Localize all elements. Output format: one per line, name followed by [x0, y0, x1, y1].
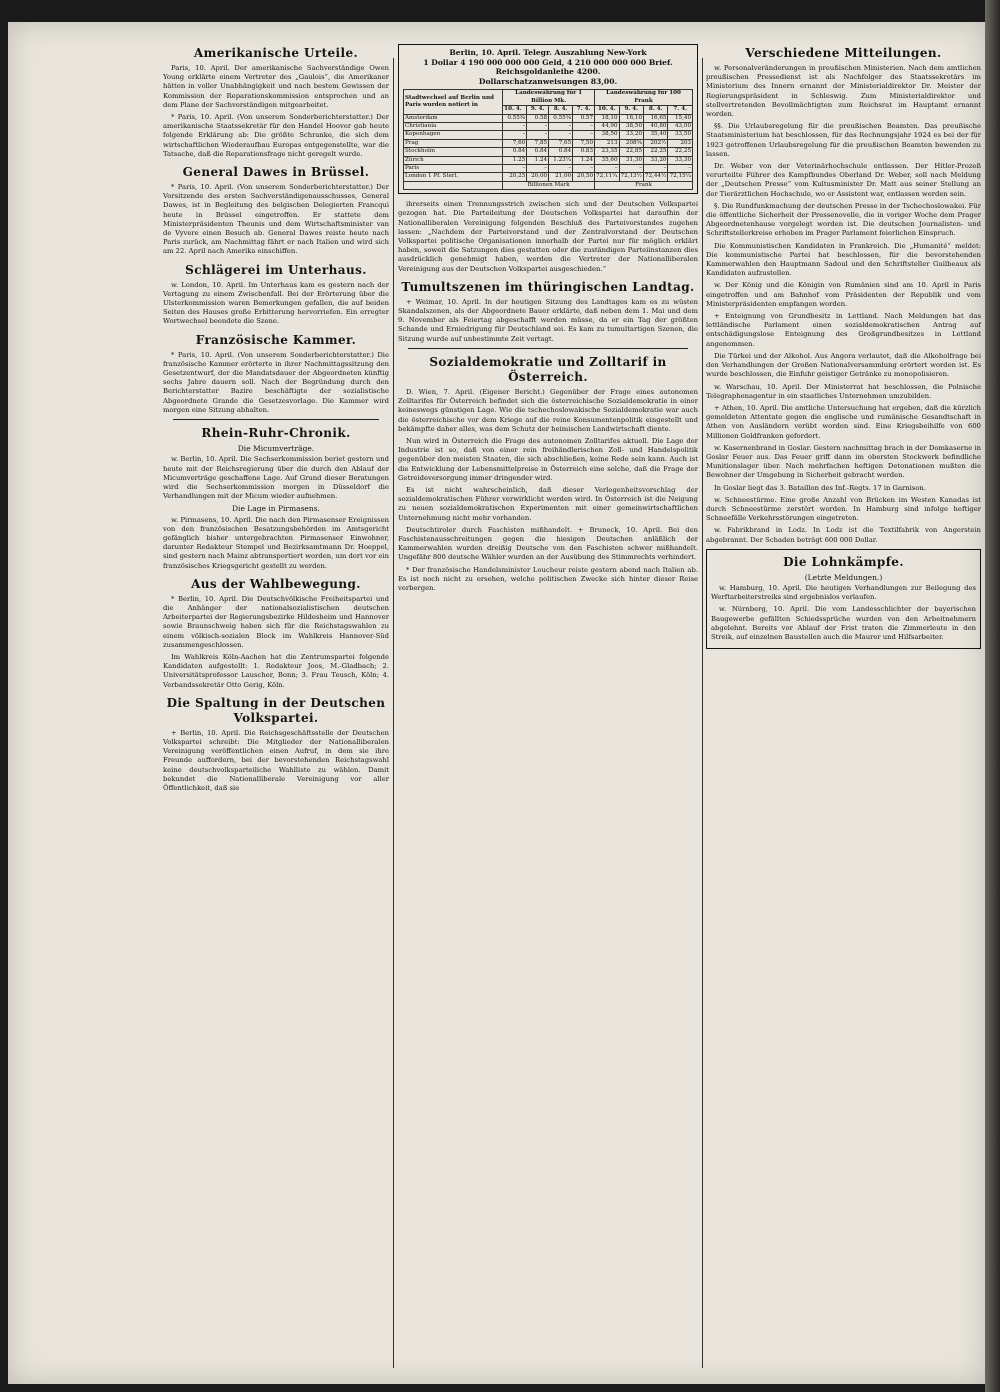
table-cell: 15,40	[668, 114, 693, 122]
paragraph: In Goslar liegt das 3. Bataillon des Inf.-Regts. 17 in Garnison.	[714, 483, 926, 492]
table-row	[404, 148, 693, 156]
table-cell: 213	[595, 139, 619, 147]
table-cell: –	[644, 165, 668, 173]
table-cell: –	[573, 131, 595, 139]
paragraph: D. Wien, 7. April. (Eigener Bericht.) Gegenüber der Frage eines autonomen Zolltarifes für Österreich befindet sich die österreichische Sozialdemokratie in einer keineswegs günstigen Lage. Wie die tschechoslowakische Sozialdemokratie war auch die österreichische vor dem Kriege auf die reine Konsumentenpolitik eingestellt und bekämpfte daher alles, was dem Schutz der heimischen Landwirtschaft diente.	[398, 387, 698, 433]
paragraph: + Berlin, 10. April. Die Reichsgeschäftsstelle der Deutschen Volkspartei schreibt: Die Mitglieder der Nationalliberalen Vereinigung veröffentlichen einen Aufruf, in dem sie ihre Freunde auffordern, bei der bevorstehenden Reichstagswahl keine deutschvolksparteiliche Wahlliste zu wählen. Damit bekundet die Nationalliberale Vereinigung vor aller Öffentlichkeit, daß sie	[163, 728, 389, 792]
table-cell: 72,44½	[645, 173, 667, 180]
paragraph: * Der französische Handelsminister Loucheur reiste gestern abend nach Italien ab. Es ist noch nicht zu ersehen, welche politischen Zwecke sich hinter dieser Reise verbergen.	[398, 565, 698, 592]
paragraph: w. Berlin, 10. April. Die Sechserkommission beriet gestern und heute mit der Reichsregierung über die durch den Ablauf der Micumverträge geschaffene Lage. Auf Grund dieser Beratungen wird die Sechserkommission morgen in Düsseldorf die Verhandlungen mit der Micum wieder aufnehmen.	[163, 455, 389, 501]
rates-heading: Dollarschatzanweisungen 83,00.	[478, 76, 618, 86]
table-cell: 1.25	[503, 156, 527, 164]
table-cell: 22,85	[619, 148, 643, 156]
table-cell: 202½	[644, 139, 668, 147]
column-rule	[393, 58, 394, 1368]
paragraph: Nun wird in Österreich die Frage des autonomen Zolltarifes aktuell. Die Lage der Industrie ist so, daß von einer rein freihändlerischen Zoll- und Handelspolitik gegenüber den meisten Staaten, die sich abschließen, keine Rede sein kann. Auch ist die Entwicklung der Lebensmittelpreise in Österreich eine solche, daß die Frage der Getreideversorgung immer dringender wird.	[398, 436, 698, 482]
rates-heading: Berlin, 10. April. Telegr. Auszahlung New-York	[449, 48, 647, 57]
table-cell: 0.83	[573, 148, 595, 156]
date-header: 9. 4.	[527, 106, 549, 114]
table-cell: –	[619, 165, 643, 173]
table-cell: 0.55⅜	[549, 114, 573, 122]
table-cell: –	[668, 165, 693, 173]
table-cell: Christiania	[404, 123, 503, 131]
table-cell: 20,00	[527, 173, 549, 181]
paragraph: Dr. Weber von der Veterinärhochschule entlassen. Der Hitler-Prozeß verurteilte Führer des Kampfbundes Oberland Dr. Weber, soll nach Meldung der „Deutschen Presse“ vom Kultusminister Dr. Matt aus seiner Stellung an der Tierärztlichen Hochschule, wo er Assistent war, entlassen werden sein.	[706, 162, 981, 198]
table-cell: 22,25	[668, 148, 693, 156]
headline: Aus der Wahlbewegung.	[191, 576, 361, 591]
paragraph: Die Türkei und der Alkohol. Aus Angora verlautet, daß die Alkoholfrage bei den Verhandlungen der Großen Nationalversammlung erörtert worden ist. Es wurde beschlossen, die Einfuhr geistiger Getränke zu monopolisieren.	[706, 351, 981, 379]
table-cell: 1.23¼	[549, 156, 573, 164]
table-cell: Zürich	[404, 156, 503, 164]
paragraph: w. Fabrikbrand in Lodz. In Lodz ist die Textilfabrik von Angerstein abgebrannt. Der Schaden beträgt 600 000 Dollar.	[706, 526, 981, 544]
date-header: 10. 4.	[503, 106, 527, 114]
divider	[173, 419, 379, 420]
paragraph: * Paris, 10. April. (Von unserem Sonderberichterstatter.) Die französische Kammer erörterte in ihrer Nachmittagssitzung den Gesetzentwurf, der die Mandatsdauer der Abgeordneten künftig sechs Jahre dauern soll. Nach der Begründung durch den Berichterstatter Bazire beschäftigte der sozialistische Abgeordnete Grande die Gesetzesvorlage. Die Kammer wird morgen eine Sitzung abhalten.	[163, 350, 389, 414]
headline: Tumultszenen im thüringischen Landtag.	[401, 279, 695, 294]
table-cell: –	[503, 131, 527, 139]
table-cell: 0.58	[527, 114, 549, 122]
headline: Sozialdemokratie und Zolltarif in Österreich.	[429, 354, 667, 384]
headline: Die Spaltung in der Deutschen Volkspartei.	[166, 695, 386, 725]
paragraph: §. Die Rundfunkmachung der deutschen Presse in der Tschechoslowakei. Für die öffentliche Sicherheit der Pressenovelle, die in voriger Woche dem Prager Abgeordnetenhause vorgelegt worden ist. Die deutschen Journalisten- und Schriftstellerkreise erhoben im Prager Parlament feierlichen Einspruch.	[706, 201, 981, 238]
headline: Schlägerei im Unterhaus.	[185, 262, 367, 277]
paragraph: Es ist nicht wahrscheinlich, daß dieser Verlegenheitsvorschlag der sozialdemokratischen Führer verwirklicht werden wird. In Österreich ist die Neigung zu neuen sozialdemokratischen Experimenten mit einer gemeinwirtschaftlichen Unternehmung nicht mehr vorhanden.	[398, 485, 698, 522]
rates-heading: Reichsgoldanleihe 4200.	[495, 67, 601, 77]
table-cell: 1.24	[573, 156, 595, 164]
table-cell: Amsterdam	[404, 114, 503, 122]
table-cell: –	[527, 123, 549, 131]
table-cell: –	[549, 165, 573, 173]
table-cell: 72,15¼	[669, 173, 691, 180]
table-cell: 7,85	[527, 139, 549, 147]
table-cell: 33,50	[668, 131, 693, 139]
paragraph: ihrerseits einen Trennungsstrich zwischen sich und der Deutschen Volkspartei gezogen hat. Die Parteileitung der Deutschen Volkspartei hat daraufhin der Nationalliberalen Vereinigung folgenden Beschluß des Parteivorstandes zugehen lassen: „Nachdem der Parteivorstand und der Zentralvorstand der Deutschen Volkspartei politische Organisationen innerhalb der Partei nur für möglich erklärt haben, soweit die Satzungen dies gestatten oder die zuständigen Parteiinstanzen dies ausdrücklich genehmigt haben, werden die Vertreter der Nationalliberalen Vereinigung aus der Deutschen Volkspartei ausgeschieden.“	[398, 200, 698, 273]
table-cell: 38,50	[619, 123, 643, 131]
divider	[408, 348, 688, 349]
table-cell: London 1 Pf. Sterl.	[404, 173, 503, 181]
table-cell: 0.84	[503, 148, 527, 156]
paragraph: w. Schneestürme. Eine große Anzahl von Brücken im Westen Kanadas ist durch Schneestürme zerstört worden. In Hamburg sind infolge heftiger Schneefälle Verkehrsstörungen eingetreten.	[706, 495, 981, 523]
paragraph: * Paris, 10. April. (Von unserem Sonderberichterstatter.) Der amerikanische Staatssekretär für den Handel Hoover gab heute folgende Erklärung ab: Die größte Schranke, die sich dem wirtschaftlichen Wiederaufbau Europas entgegenstellte, war die Tatsache, daß die Reparationsfrage nicht geregelt wurde.	[163, 113, 389, 158]
paragraph: Paris, 10. April. Der amerikanische Sachverständige Owen Young erklärte einem Vertreter des „Gaulois“, die Amerikaner hätten in voller Unabhängigkeit und nach bestem Gewissen der Kommission der Reparationskommission entsprochen und an dem Plane der Sachverständigen mitgearbeitet.	[163, 64, 389, 109]
date-header: 7. 4.	[573, 106, 595, 114]
paragraph: w. Der König und die Königin von Rumänien sind am 10. April in Paris eingetroffen und am Bahnhof vom Präsidenten der Republik und vom Ministerpräsidenten empfangen worden.	[706, 281, 981, 308]
table-cell: 0.84	[527, 148, 549, 156]
table-cell: 22,25	[644, 148, 668, 156]
table-cell: –	[503, 165, 527, 173]
table-row	[404, 114, 693, 122]
table-cell: 7,65	[549, 139, 573, 147]
paragraph: w. Hamburg, 10. April. Die heutigen Verhandlungen zur Beilegung des Werftarbeiterstreiks sind ergebnislos verlaufen.	[711, 583, 976, 602]
table-cell: 44,90	[595, 123, 619, 131]
paragraph: + Weimar, 10. April. In der heutigen Sitzung des Landtages kam es zu wüsten Skandalszenen, als der Abgeordnete Bauer erklärte, daß neben dem 1. Mai und dem 9. November als Feiertag abgeschafft werden müsse, da er ein Tag der größten Schande und Erniedrigung für Deutschland sei. Es kam zu tumultartigen Szenen, die Sitzung wurde auf unbestimmte Zeit vertagt.	[398, 297, 698, 343]
table-cell: 16,10	[619, 114, 643, 122]
table-cell: 7,60	[503, 139, 527, 147]
paragraph: §§. Die Urlaubsregelung für die preußischen Beamten. Das preußische Staatsministerium hat beschlossen, für das Rechnungsjahr 1924 es bei der für 1923 getroffenen Urlaubsregelung für die preußischen Beamten bewenden zu lassen.	[706, 122, 981, 158]
table-header: Stadtwechsel auf Berlin und Paris wurden notiert in	[404, 90, 503, 114]
table-cell: 43,00	[668, 123, 693, 131]
subheadline: Die Lage in Pirmasens.	[232, 504, 320, 514]
table-cell: 72,11¼	[596, 173, 618, 180]
date-header: 7. 4.	[668, 106, 693, 114]
table-cell: 40,80	[644, 123, 668, 131]
table-footer: Billionen Mark	[503, 181, 595, 189]
table-cell: –	[573, 165, 595, 173]
column-left	[163, 40, 389, 796]
table-cell: –	[527, 131, 549, 139]
table-cell: 23,35	[595, 148, 619, 156]
table-row	[404, 123, 693, 131]
paragraph: * Paris, 10. April. (Von unserem Sonderberichterstatter.) Der Vorsitzende des ersten Sachverständigenausschusses, General Dawes, ist in Begleitung des belgischen Delegierten Francqui heute in Brüssel eingetroffen. Er stattete dem Ministerpräsidenten Theunis und dem Wirtschaftsminister van de Vyvere einen Besuch ab. General Dawes reiste heute nach Paris zurück, am Nachmittag fährt er nach Italien und wird sich am 22. April nach Amerika einschiffen.	[163, 183, 389, 256]
exchange-rates-box	[398, 44, 698, 194]
table-cell: Stockholm	[404, 148, 503, 156]
table-cell: 208⅝	[619, 139, 643, 147]
table-cell: 21,00	[549, 173, 573, 181]
table-cell: 18,10	[595, 114, 619, 122]
table-cell: 33,20	[619, 131, 643, 139]
table-cell: 33,20	[644, 156, 668, 164]
paragraph: + Enteignung von Grundbesitz in Lettland. Nach Meldungen hat das lettländische Parlament einen sozialdemokratischen Antrag auf entschädigungslose Enteignung des Großgrundbesitzes in Lettland angenommen.	[706, 312, 981, 348]
table-cell: –	[573, 123, 595, 131]
table-cell: –	[595, 165, 619, 173]
table-cell: –	[527, 165, 549, 173]
headline: Amerikanische Urteile.	[193, 46, 359, 60]
table-cell: 203	[668, 139, 693, 147]
headline: Verschiedene Mitteilungen.	[745, 46, 942, 60]
column-middle	[398, 40, 698, 596]
date-header: 9. 4.	[619, 106, 643, 114]
headline: Rhein-Ruhr-Chronik.	[201, 426, 351, 441]
table-row	[404, 131, 693, 139]
paragraph: * Berlin, 10. April. Die Deutschvölkische Freiheitspartei und die Anhänger der nationalsozialistischen deutschen Arbeiterpartei der Regierungsbezirke Hildesheim und Hannover sowie Braunschweig haben sich für die Reichstagswahlen zu einem völkisch-sozialen Block im Wahlkreis Hannover-Süd zusammengeschlossen.	[163, 594, 389, 649]
table-footer: Frank	[595, 181, 693, 189]
exchange-rates-table	[403, 89, 693, 190]
table-cell: 20,25	[503, 173, 527, 181]
table-cell	[404, 181, 503, 189]
table-cell: 38,50	[595, 131, 619, 139]
table-header: Landeswährung für 1 Billion Mk.	[503, 90, 595, 106]
paragraph: w. London, 10. April. Im Unterhaus kam es gestern nach der Vertagung zu einem Zwischenfall. Bei der Erörterung über die Ulsterkommission waren Bemerkungen gefallen, die auf beiden Seiten des Hauses große Erbitterung hervorriefen. Ein erregter Wortwechsel beendete die Szene.	[163, 280, 389, 326]
paragraph: Im Wahlkreis Köln-Aachen hat die Zentrumspartei folgende Kandidaten aufgestellt: 1. Redakteur Joos, M.-Gladbach; 2. Universitätsprofessor Lauscher, Bonn; 3. Frau Teusch, Köln; 4. Verbandssekretär Otto Gerig, Köln.	[163, 652, 389, 689]
date-header: 10. 4.	[595, 106, 619, 114]
table-cell: 0.57	[573, 114, 595, 122]
table-cell: 35,60	[595, 156, 619, 164]
paragraph: Die Kommunistischen Kandidaten in Frankreich. Die „Humanité“ meldet: Die kommunistische Partei hat beschlossen, für die bevorstehenden Kammerwahlen den Hauptmann Sadoul und den Schriftsteller Guilbeaux als Kandidaten aufzustellen.	[706, 241, 981, 278]
headline: General Dawes in Brüssel.	[182, 165, 370, 180]
paragraph: w. Warschau, 10. April. Der Ministerrat hat beschlossen, die Polnische Telegraphenagentur in ein staatliches Unternehmen umzubilden.	[706, 382, 981, 400]
table-cell: 33,30	[668, 156, 693, 164]
paragraph: w. Kasernenbrand in Goslar. Gestern nachmittag brach in der Domkaserne in Goslar Feuer aus. Das Feuer griff dann im obersten Stockwerk befindliche Munitionslager über. Nach mehrfachen heftigen Detonationen mußten die Bewohner der Umgebung in Sicherheit gebracht werden.	[706, 443, 981, 480]
paragraph: w. Nürnberg, 10. April. Die vom Landesschlichter der bayerischen Baugewerbe gefällten Schiedssprüche wurden von den Arbeitnehmern abgelehnt. Bereits vor Ablauf der Frist traten die Zimmerleute in den Streik, auf einzelnen Baustellen auch die Maurer und Hilfsarbeiter.	[711, 605, 976, 641]
table-row	[404, 173, 693, 181]
page-edge	[985, 0, 1000, 1392]
date-header: 8. 4.	[644, 106, 668, 114]
table-row	[404, 165, 693, 173]
subheadline: (Letzte Meldungen.)	[804, 572, 883, 582]
table-cell: –	[549, 123, 573, 131]
table-cell: –	[549, 131, 573, 139]
paragraph: w. Personalveränderungen in preußischen Ministerien. Nach dem amtlichen preußischen Pressedienst ist als Nachfolger des Staatssekretärs im Ministerium des Innern ernannt der Ministerialdirektor Dr. Meister der Regierungspräsident in Schleswig. Zum Ministerialdirektor und stellvertretenden Bevollmächtigten zum Reichsrat im Hauptamt ernannt worden.	[706, 64, 981, 119]
table-header: Landeswährung für 100 Frank	[595, 90, 693, 106]
table-cell: 7,50	[573, 139, 595, 147]
table-cell: 35,40	[644, 131, 668, 139]
table-cell: 0.55⅜	[503, 114, 527, 122]
table-cell: 20,50	[573, 173, 595, 181]
table-cell: Paris	[404, 165, 503, 173]
table-cell: Prag	[404, 139, 503, 147]
table-row	[404, 156, 693, 164]
table-row	[404, 139, 693, 147]
table-cell: 0.84	[549, 148, 573, 156]
table-cell: 1.24	[527, 156, 549, 164]
labor-box	[706, 549, 981, 649]
table-cell: 72,13½	[620, 173, 642, 180]
table-cell: Kopenhagen	[404, 131, 503, 139]
paragraph: Deutschtiroler durch Faschisten mißhandelt. + Bruneck, 10. April. Bei den Faschistenausschreitungen gegen die hiesigen Deutschen anläßlich der Kammerwahlen wurden dreißig Deutsche von den Faschisten schwer mißhandelt. Ungefähr 800 deutsche Wähler wurden an der Ausübung des Stimmrechts verhindert.	[398, 525, 698, 562]
paragraph: w. Pirmasens, 10. April. Die nach den Pirmasenser Ereignissen von den französischen Besatzungsbehörden im Amtsgericht gefänglich bisher untergebrachten Pirmasenser Einwohner, darunter Redakteur Stempel und Bezirksamtmann Dr. Hoeppel, sind gestern nach Mainz abtransportiert worden, um dort vor ein französisches Kriegsgericht gestellt zu werden.	[163, 515, 389, 570]
column-rule	[702, 58, 703, 1368]
paragraph: + Athen, 10. April. Die amtliche Untersuchung hat ergeben, daß die kürzlich gemeldeten Attentate gegen die englische und rumänische Gesandtschaft in Athen von Ausländern verübt worden sind. Eine Kriegsbeihilfe von 600 Millionen Goldfranken gefordert.	[706, 403, 981, 440]
headline: Französische Kammer.	[195, 332, 357, 347]
table-cell: –	[503, 123, 527, 131]
date-header: 8. 4.	[549, 106, 573, 114]
table-cell: 31,30	[619, 156, 643, 164]
column-right	[706, 40, 981, 655]
rates-heading: 1 Dollar 4 190 000 000 000 Geld, 4 210 000 000 000 Brief.	[423, 57, 673, 67]
table-cell: 16,65	[644, 114, 668, 122]
headline: Die Lohnkämpfe.	[783, 554, 904, 569]
subheadline: Die Micumverträge.	[237, 444, 315, 454]
